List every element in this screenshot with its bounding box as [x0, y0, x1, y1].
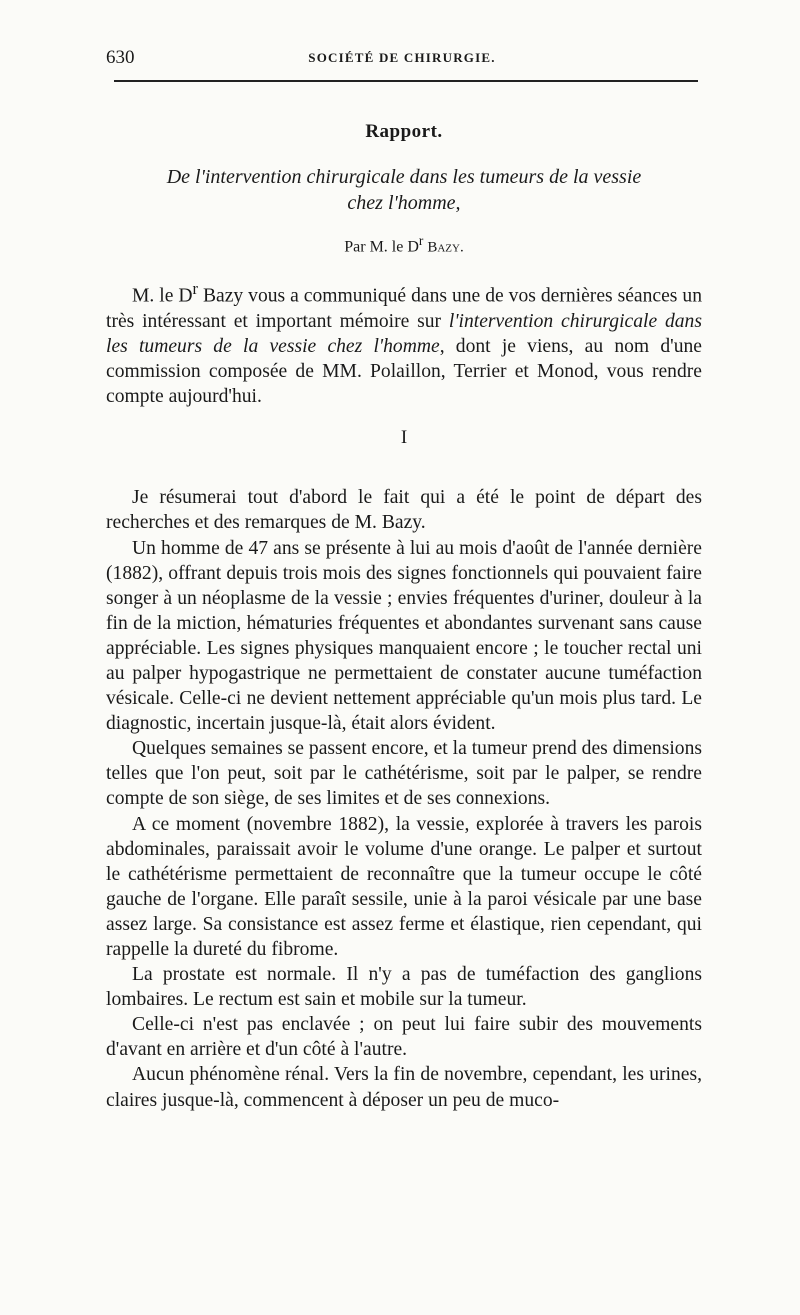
paragraph-3: Quelques semaines se passent encore, et la tumeur prend des dimensions telles que l'on peut, soit par le cathétérisme, soit par le palper, se rendre compte de son siège, de ses limites et de ses connexions.: [106, 738, 702, 810]
header-rule: [114, 80, 698, 82]
intro-part-1: M. le D: [132, 285, 193, 307]
intro-italic-title: l'intervention chirurgicale dans les tumeurs de la vessie chez l'homme: [106, 310, 702, 358]
intro-part-3: , dont je viens, au nom d'une commission composée de MM. Polaillon, Terrier et Monod, vous rendre compte aujourd'hui.: [106, 336, 702, 408]
intro-superscript: r: [192, 279, 198, 299]
section-number: I: [400, 427, 408, 449]
subtitle-line-1: De l'intervention chirurgicale dans les tumeurs de la vessie: [166, 166, 642, 188]
article-body: [106, 118, 702, 1113]
running-title: SOCIÉTÉ DE CHIRURGIE.: [308, 50, 496, 65]
paragraph-4: A ce moment (novembre 1882), la vessie, explorée à travers les parois abdominales, paraissait avoir le volume d'une orange. Le palper et surtout le cathétérisme permettaient de reconnaître que la tumeur occupe le côté gauche de l'organe. Elle paraît sessile, unie à la paroi vésicale par une base assez large. Sa consistance est assez ferme et élastique, rien cependant, qui rappelle la dureté du fibrome.: [106, 813, 702, 961]
running-head: [104, 44, 700, 74]
intro-paragraph: [106, 276, 702, 409]
paragraph-7: Aucun phénomène rénal. Vers la fin de novembre, cependant, les urines, claires jusque-là, commencent à déposer un peu de muco-: [106, 1064, 702, 1111]
paragraph-5: La prostate est normale. Il n'y a pas de tuméfaction des ganglions lombaires. Le rectum est sain et mobile sur la tumeur.: [106, 964, 702, 1011]
page-number: 630: [106, 47, 135, 68]
article-subtitle: [106, 164, 702, 216]
paragraph-1: Je résumerai tout d'abord le fait qui a été le point de départ des recherches et des remarques de M. Bazy.: [106, 487, 702, 534]
author-line: [106, 230, 702, 258]
paragraph-2: Un homme de 47 ans se présente à lui au mois d'août de l'année dernière (1882), offrant depuis trois mois des signes fonctionnels qui pouvaient faire songer à un néoplasme de la vessie ; envies fréquentes d'uriner, douleur à la fin de la miction, hématuries fréquentes et abondantes survenant sans cause appréciable. Les signes physiques manquaient encore ; le toucher rectal uni au palper hypogastrique ne permettaient de constater aucune tuméfaction vésicale. Celle-ci ne devient nettement appréciable qu'un mois plus tard. Le diagnostic, incertain jusque-là, était alors évident.: [106, 537, 702, 735]
author-superscript: r: [418, 233, 424, 248]
author-prefix: Par M. le D: [344, 238, 419, 256]
section-heading: Rapport.: [365, 121, 443, 142]
author-name: Bazy.: [427, 239, 464, 256]
body-text: [106, 276, 702, 1112]
paragraph-6: Celle-ci n'est pas enclavée ; on peut lui faire subir des mouvements d'avant en arrière et d'un côté à l'autre.: [106, 1014, 702, 1061]
intro-part-2: Bazy vous a communiqué dans une de vos dernières séances un très intéressant et important mémoire sur: [106, 285, 702, 332]
subtitle-line-2: chez l'homme,: [347, 192, 461, 214]
